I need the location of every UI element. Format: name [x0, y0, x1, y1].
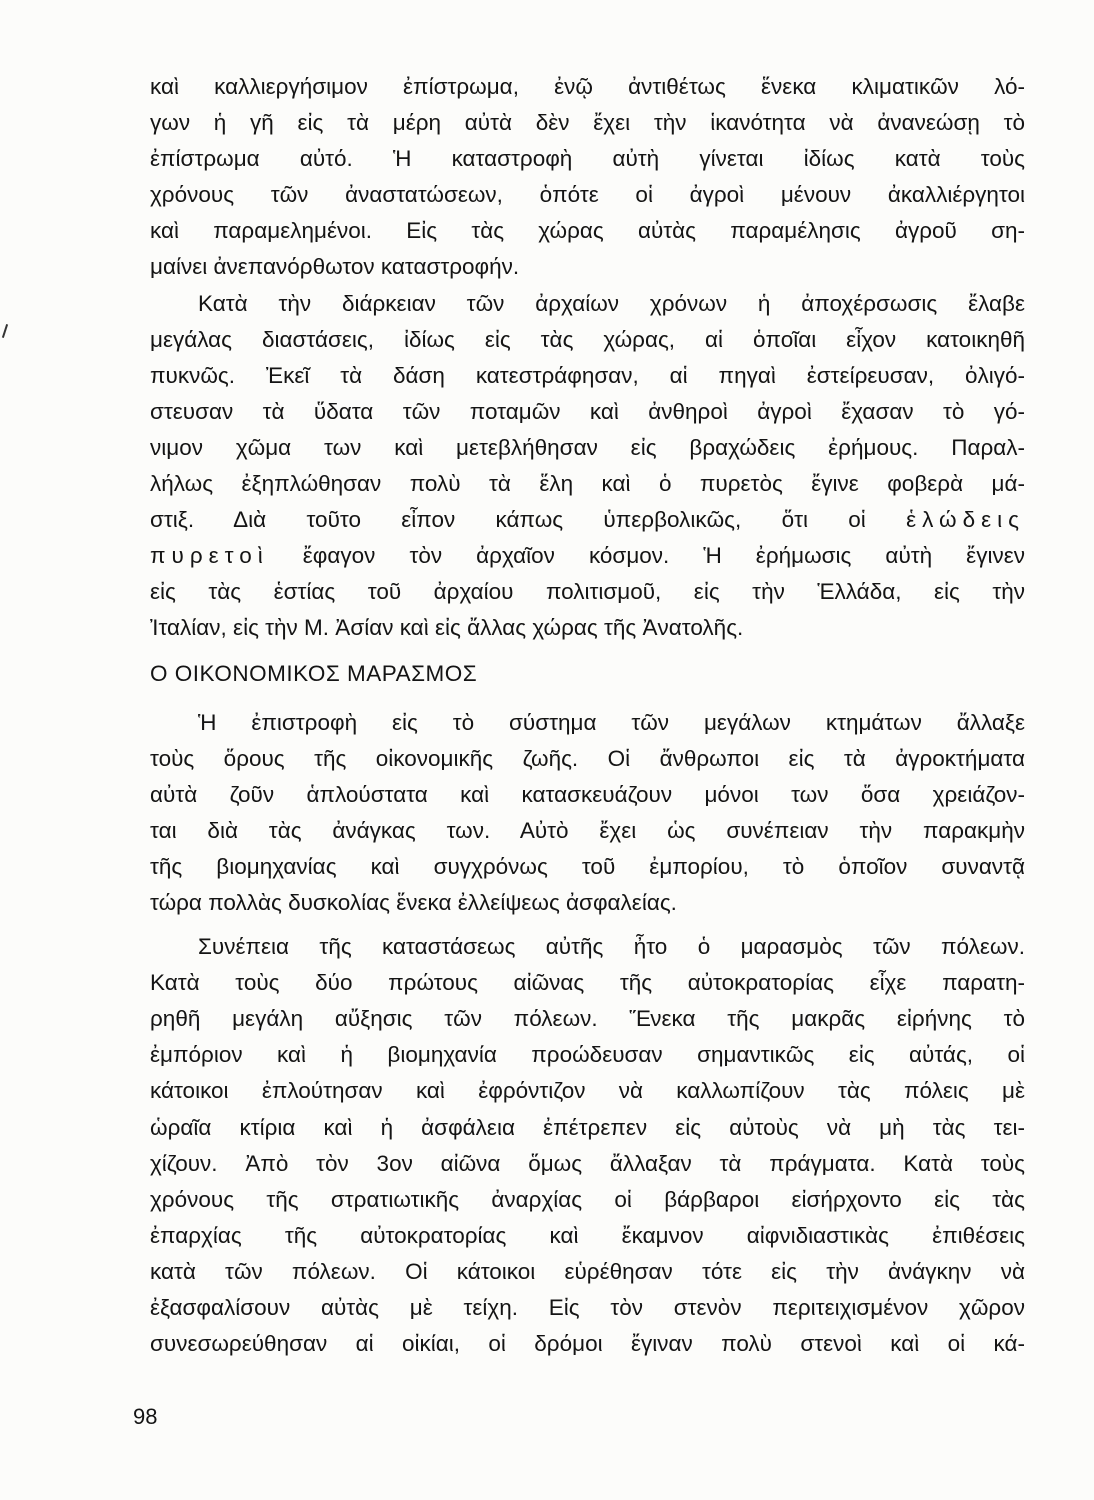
- text-line: μαίνει ἀνεπανόρθωτον καταστροφήν.: [150, 254, 520, 280]
- text-line: ὡραῖα κτίρια καὶ ἡ ἀσφάλεια ἐπέτρεπεν εἰς αὐτοὺς νὰ μὴ τὰς τει-: [150, 1114, 1025, 1140]
- text-line: λήλως ἐξηπλώθησαν πολὺ τὰ ἕλη καὶ ὁ πυρετὸς ἔγινε φοβερὰ μά-: [150, 471, 1025, 497]
- text-line: ἐπίστρωμα αὐτό. Ἡ καταστροφὴ αὐτὴ γίνεται ἰδίως κατὰ τοὺς: [150, 146, 1025, 172]
- text-line: ται διὰ τὰς ἀνάγκας των. Αὐτὸ ἔχει ὡς συνέπειαν τὴν παρακμὴν: [150, 817, 1025, 843]
- text-line: μεγάλας διαστάσεις, ἰδίως εἰς τὰς χώρας, αἱ ὁποῖαι εἶχον κατοικηθῆ: [150, 326, 1025, 352]
- emphasis-spaced-text: πυρετοὶ: [150, 543, 269, 569]
- text-line: Ἰταλίαν, εἰς τὴν Μ. Ἀσίαν καὶ εἰς ἄλλας χώρας τῆς Ἀνατολῆς.: [150, 615, 744, 641]
- text-segment: ἔφαγον τὸν ἀρχαῖον κόσμον. Ἡ ἐρήμωσις αὐτὴ ἔγινεν: [302, 543, 1025, 569]
- margin-mark: [2, 324, 8, 338]
- text-line: πυκνῶς. Ἐκεῖ τὰ δάση κατεστράφησαν, αἱ πηγαὶ ἐστείρευσαν, ὀλιγό-: [150, 362, 1025, 388]
- text-line: Ἡ ἐπιστροφὴ εἰς τὸ σύστημα τῶν μεγάλων κτημάτων ἄλλαξε: [198, 709, 1025, 735]
- text-line: χρόνους τῶν ἀναστατώσεων, ὁπότε οἱ ἀγροὶ μένουν ἀκαλλιέργητοι: [150, 182, 1025, 208]
- page-text: [150, 69, 1025, 1362]
- paragraph-gap: [150, 921, 1025, 929]
- text-line: καὶ παραμελημένοι. Εἰς τὰς χώρας αὐτὰς παραμέλησις ἀγροῦ ση-: [150, 218, 1025, 244]
- page-number: 98: [133, 1404, 158, 1429]
- paragraph: [150, 929, 1025, 1362]
- text-line: γων ἡ γῆ εἰς τὰ μέρη αὐτὰ δὲν ἔχει τὴν ἱκανότητα νὰ ἀνανεώσῃ τὸ: [150, 110, 1025, 136]
- text-line: τῆς βιομηχανίας καὶ συγχρόνως τοῦ ἐμπορίου, τὸ ὁποῖον συναντᾷ: [150, 853, 1025, 879]
- text-line: [150, 538, 1025, 574]
- paragraph: [150, 69, 1025, 286]
- text-line: εἰς τὰς ἑστίας τοῦ ἀρχαίου πολιτισμοῦ, εἰς τὴν Ἑλλάδα, εἰς τὴν: [150, 579, 1025, 605]
- text-line: καὶ καλλιεργήσιμον ἐπίστρωμα, ἐνῷ ἀντιθέτως ἕνεκα κλιματικῶν λό-: [150, 74, 1025, 99]
- paragraph: [150, 286, 1025, 647]
- text-line: συνεσωρεύθησαν αἱ οἰκίαι, οἱ δρόμοι ἔγιναν πολὺ στενοὶ καὶ οἱ κά-: [150, 1331, 1025, 1357]
- text-line: Κατὰ τὴν διάρκειαν τῶν ἀρχαίων χρόνων ἡ ἀποχέρσωσις ἔλαβε: [198, 290, 1025, 316]
- text-line: ἐμπόριον καὶ ἡ βιομηχανία προώδευσαν σημαντικῶς εἰς αὐτάς, οἱ: [150, 1042, 1025, 1068]
- text-line: χίζουν. Ἀπὸ τὸν 3ον αἰῶνα ὅμως ἄλλαξαν τὰ πράγματα. Κατὰ τοὺς: [150, 1150, 1025, 1176]
- text-line: ἐξασφαλίσουν αὐτὰς μὲ τείχη. Εἰς τὸν στενὸν περιτειχισμένον χῶρον: [150, 1295, 1025, 1320]
- text-line: Συνέπεια τῆς καταστάσεως αὐτῆς ἦτο ὁ μαρασμὸς τῶν πόλεων.: [198, 934, 1025, 960]
- text-line: ἐπαρχίας τῆς αὐτοκρατορίας καὶ ἔκαμνον αἰφνιδιαστικὰς ἐπιθέσεις: [150, 1222, 1025, 1248]
- text-line: κάτοικοι ἐπλούτησαν καὶ ἐφρόντιζον νὰ καλλωπίζουν τὰς πόλεις μὲ: [150, 1078, 1025, 1104]
- text-line: τώρα πολλὰς δυσκολίας ἕνεκα ἐλλείψεως ἀσφαλείας.: [150, 889, 677, 915]
- text-segment: στιξ. Διὰ τοῦτο εἶπον κάπως ὑπερβολικῶς, ὅτι οἱ: [150, 507, 866, 533]
- section-heading: Ο ΟΙΚΟΝΟΜΙΚΟΣ ΜΑΡΑΣΜΟΣ: [150, 660, 478, 686]
- paragraph: [150, 705, 1025, 922]
- text-line: αὐτὰ ζοῦν ἁπλούστατα καὶ κατασκευάζουν μόνοι των ὅσα χρειάζον-: [150, 781, 1025, 807]
- text-line: Κατὰ τοὺς δύο πρώτους αἰῶνας τῆς αὐτοκρατορίας εἶχε παρατη-: [150, 970, 1025, 996]
- text-line: κατὰ τῶν πόλεων. Οἱ κάτοικοι εὑρέθησαν τότε εἰς τὴν ἀνάγκην νὰ: [150, 1258, 1025, 1284]
- text-line: χρόνους τῆς στρατιωτικῆς ἀναρχίας οἱ βάρβαροι εἰσήρχοντο εἰς τὰς: [150, 1186, 1025, 1212]
- text-line: ρηθῆ μεγάλη αὔξησις τῶν πόλεων. Ἕνεκα τῆς μακρᾶς εἰρήνης τὸ: [150, 1006, 1025, 1032]
- text-line: στευσαν τὰ ὕδατα τῶν ποταμῶν καὶ ἀνθηροὶ ἀγροὶ ἔχασαν τὸ γό-: [150, 398, 1025, 424]
- text-line: τοὺς ὅρους τῆς οἰκονομικῆς ζωῆς. Οἱ ἄνθρωποι εἰς τὰ ἀγροκτήματα: [150, 745, 1025, 771]
- text-line: [150, 502, 1025, 538]
- emphasis-spaced-text: ἑλώδεις: [906, 507, 1025, 533]
- text-line: νιμον χῶμα των καὶ μετεβλήθησαν εἰς βραχώδεις ἐρήμους. Παραλ-: [150, 434, 1025, 460]
